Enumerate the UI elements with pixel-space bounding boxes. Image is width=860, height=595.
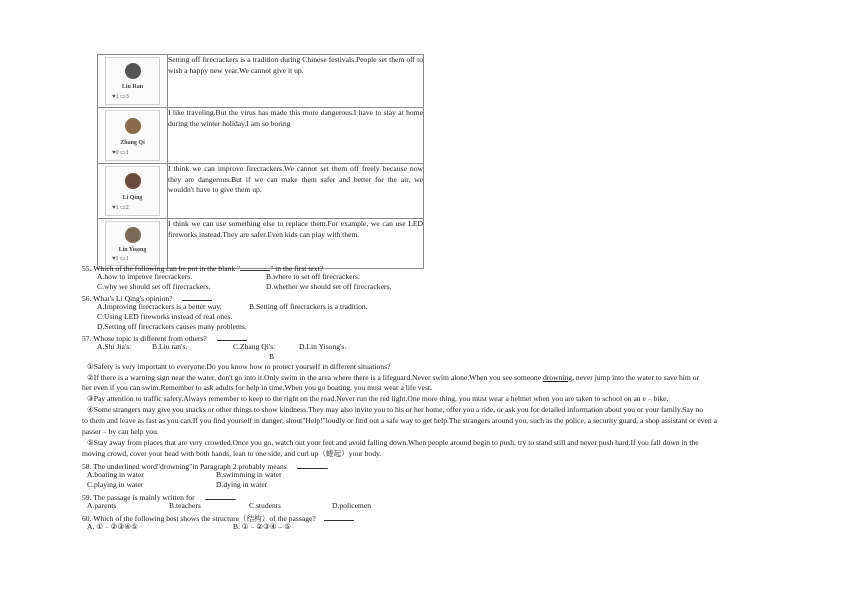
likes-count: 1 bbox=[115, 256, 119, 262]
answer-blank bbox=[217, 332, 247, 341]
avatar-name: Zhang Qi bbox=[120, 140, 145, 146]
comments-count: 2 bbox=[125, 205, 129, 211]
post-text: I like traveling.But the virus has made this more dangerous.I have to stay at home during the winter holiday.I am so boring bbox=[168, 108, 424, 164]
boy-avatar-icon bbox=[125, 118, 141, 134]
likes-count: 0 bbox=[115, 150, 119, 156]
option-d: D.Lin Yisong's. bbox=[299, 342, 347, 351]
question-stem: 57. Whose topic is different from others? bbox=[82, 334, 207, 343]
likes-count: 1 bbox=[115, 94, 119, 100]
paragraph-4: ④Some strangers may give you snacks or other things to show kindness.They may also invite you to his or her home, offer you a ride, or ask you for detailed information about you or your family.Say no bbox=[87, 405, 704, 414]
option-c: C.why we should set off firecrackers. bbox=[97, 282, 211, 291]
avatar bbox=[105, 57, 160, 105]
avatar-name: Li Qing bbox=[122, 195, 143, 201]
paragraph-5: ⑤Stay away from places that are very crowded.Once you go, watch out your feet and avoid falling down.When people around begin to push, try to stand still and never push hard.If you fall down in the bbox=[87, 438, 699, 447]
paragraph-4-end: passer﹣by can help you. bbox=[82, 427, 159, 436]
option-d: D.dying in water bbox=[216, 480, 268, 489]
avatar bbox=[105, 166, 160, 216]
paragraph-text: , never jump into the water to save him or bbox=[572, 373, 700, 382]
boy-avatar-icon bbox=[125, 63, 141, 79]
answer-blank bbox=[324, 512, 354, 521]
posts-table bbox=[97, 54, 424, 269]
post-avatar-cell bbox=[98, 55, 168, 108]
post-text: I think we can improve firecrackers.We cannot set them off freely because now they are dangerous.But if we can make them safer and better for the air, we wouldn't have to give them up. bbox=[168, 164, 424, 219]
option-b: B.teachers bbox=[169, 501, 201, 510]
option-d: D.policemen bbox=[332, 501, 372, 510]
post-avatar-cell bbox=[98, 219, 168, 269]
answer-blank bbox=[297, 460, 327, 469]
question-58: 58. The underlined word"drowning"in Paragraph 2 probably means . bbox=[82, 462, 329, 471]
post-stats: ♥1 ▭3 bbox=[112, 94, 129, 100]
option-a: A.Shi Jia's. bbox=[97, 342, 132, 351]
option-b: B. ①﹣②③④﹣⑤ bbox=[233, 522, 292, 531]
option-b: B.Liu ran's. bbox=[152, 342, 188, 351]
option-a: A. ①﹣②③④⑤ bbox=[87, 522, 138, 531]
post-stats: ♥1 ▭1 bbox=[112, 256, 129, 262]
option-a: A.Improving firecrackers is a better way. bbox=[97, 302, 222, 311]
option-c: C.Zhang Qi's. bbox=[233, 342, 276, 351]
post-stats: ♥0 ▭1 bbox=[112, 150, 129, 156]
option-a: A.boating in water bbox=[87, 470, 144, 479]
question-stem: 58. The underlined word"drowning"in Paragraph 2 probably means bbox=[82, 462, 287, 471]
underlined-word: drowning bbox=[542, 373, 573, 382]
answer-blank bbox=[182, 292, 212, 301]
likes-count: 1 bbox=[115, 205, 119, 211]
comments-count: 1 bbox=[125, 150, 129, 156]
option-c: C.Using LED fireworks instead of real ones. bbox=[97, 312, 233, 321]
option-d: D.whether we should set off firecrackers. bbox=[266, 282, 392, 291]
avatar bbox=[105, 221, 160, 266]
question-stem: 55. Which of the following can be put in the blank " bbox=[82, 264, 241, 273]
post-text: I think we can use something else to replace them.For example, we can use LED fireworks instead.They are safer.Even kids can play with them. bbox=[168, 219, 424, 269]
avatar-name: Lin Yisong bbox=[118, 247, 147, 253]
paragraph-2-cont: her even if you can swim.Remember to ask adults for help in time.When you go boating, you must wear a life vest. bbox=[82, 383, 432, 392]
avatar bbox=[105, 110, 160, 161]
option-b: B.Setting off firecrackers is a tradition. bbox=[249, 302, 368, 311]
girl-avatar-icon bbox=[125, 173, 141, 189]
answer-blank bbox=[240, 262, 270, 271]
avatar-name: Liu Ran bbox=[121, 84, 144, 90]
question-59: 59. The passage is mainly written for . bbox=[82, 493, 237, 502]
option-b: B.swimming in water bbox=[216, 470, 282, 479]
question-stem-end: " in the first text? bbox=[270, 264, 324, 273]
post-avatar-cell bbox=[98, 108, 168, 164]
boy-avatar-icon bbox=[125, 227, 141, 243]
comments-count: 3 bbox=[125, 94, 129, 100]
question-stem: 59. The passage is mainly written for bbox=[82, 493, 195, 502]
paragraph-3: ③Pay attention to traffic safety.Always remember to keep to the right on the road.Never run the red light.One more thing, you must wear a helmet when you are taken to school on an e﹣bike. bbox=[87, 394, 669, 403]
post-text: Setting off firecrackers is a tradition during Chinese festivals.People set them off to wish a happy new year.We cannot give it up. bbox=[168, 55, 424, 108]
answer-blank bbox=[205, 491, 235, 500]
post-avatar-cell bbox=[98, 164, 168, 219]
paragraph-1: ①Safety is very important to everyone.Do you know how to protect yourself in different situations? bbox=[87, 362, 391, 371]
paragraph-4-cont: to them and leave as fast as you can.If you find yourself in danger, shout"Help!"loudly or find out a safe way to get help.The strangers around you, such as the police, a security guard, a shop assistant or even a bbox=[82, 416, 717, 425]
option-b: B.where to set off firecrackers. bbox=[266, 272, 360, 281]
option-d: D.Setting off firecrackers causes many problems. bbox=[97, 322, 247, 331]
paragraph-5-cont: moving crowd, cover your head with both hands, lean to one side, and curl up（蜷起）your body. bbox=[82, 449, 382, 458]
option-c: C.playing in water bbox=[87, 480, 144, 489]
option-a: A.how to improve firecrackers. bbox=[97, 272, 193, 281]
option-a: A.parents bbox=[87, 501, 117, 510]
question-stem: 56. What's Li Qing's opinion? bbox=[82, 294, 173, 303]
paragraph-text: ②If there is a warning sign near the water, don't go into it.Only swim in the area where there is a lifeguard.Never swim alone.When you see someone bbox=[87, 373, 543, 382]
section-label: B bbox=[269, 352, 275, 361]
paragraph-2 bbox=[87, 373, 699, 383]
option-c: C.students bbox=[249, 501, 281, 510]
comments-count: 1 bbox=[125, 256, 129, 262]
question-stem: 60. Which of the following best shows the structure（结构）of the passage? bbox=[82, 514, 316, 523]
post-stats: ♥1 ▭2 bbox=[112, 205, 129, 211]
